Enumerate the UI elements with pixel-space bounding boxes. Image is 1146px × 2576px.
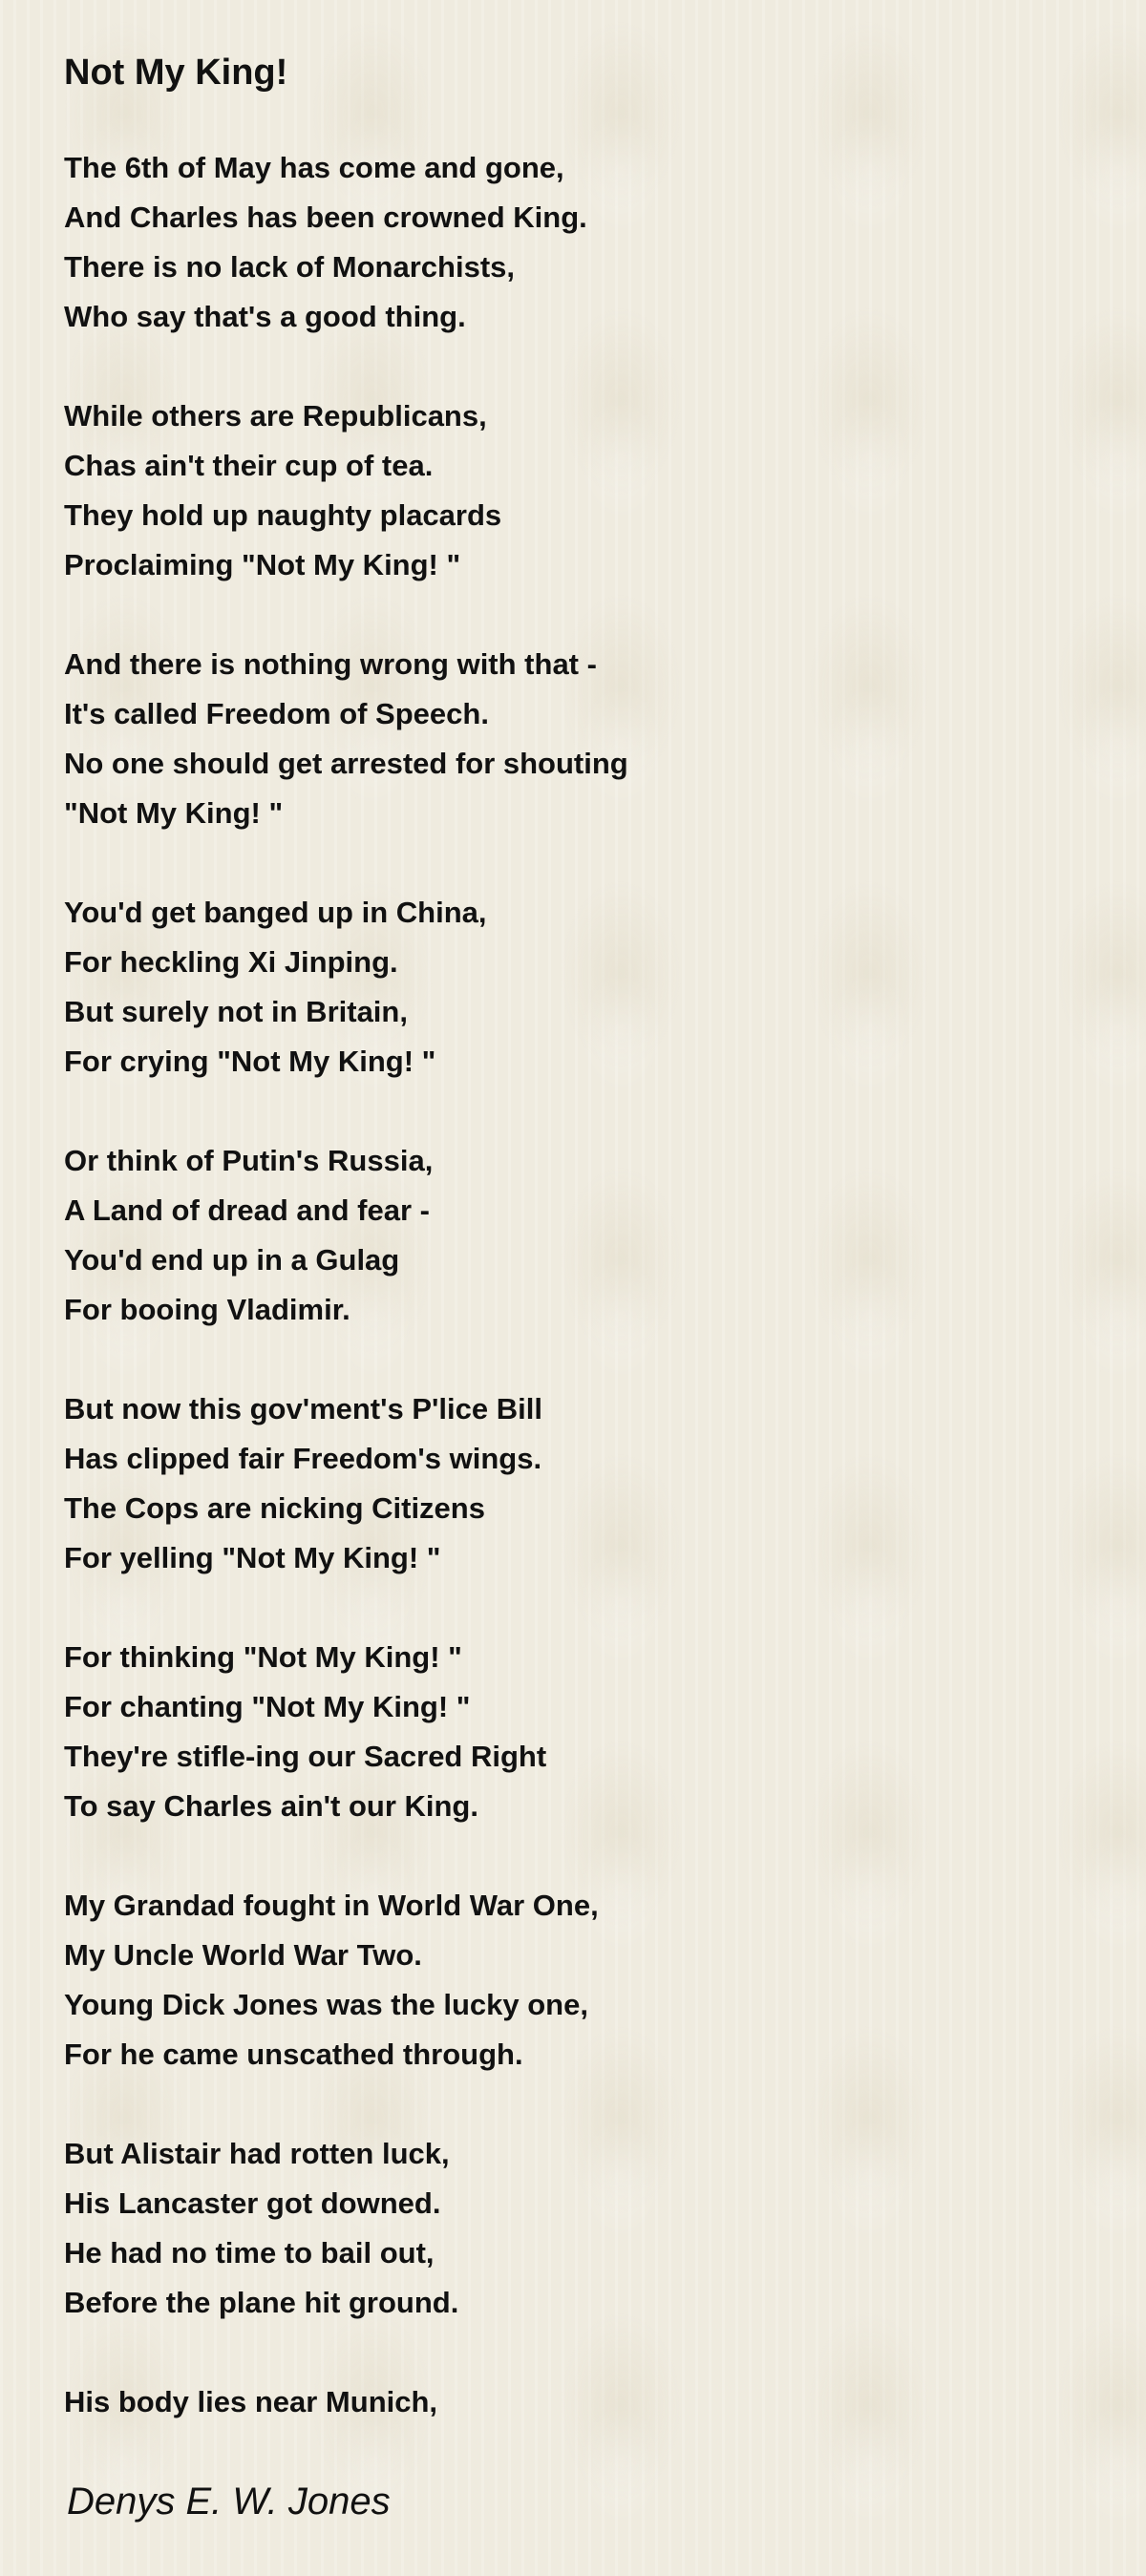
poem-line: For thinking "Not My King! " bbox=[64, 1640, 462, 1674]
poem-line: You'd get banged up in China, bbox=[64, 896, 487, 929]
poem-line: But surely not in Britain, bbox=[64, 995, 408, 1028]
poem-line: You'd end up in a Gulag bbox=[64, 1243, 400, 1277]
stanza-10 bbox=[64, 2377, 1146, 2427]
poem-line: For crying "Not My King! " bbox=[64, 1045, 436, 1078]
poem-line: Or think of Putin's Russia, bbox=[64, 1144, 434, 1177]
poem-line: A Land of dread and fear - bbox=[64, 1193, 430, 1227]
poem-line: My Grandad fought in World War One, bbox=[64, 1889, 599, 1922]
poem-line: My Uncle World War Two. bbox=[64, 1938, 422, 1972]
poem-line: His body lies near Munich, bbox=[64, 2385, 438, 2418]
stanza-9 bbox=[64, 2129, 1146, 2328]
poem-line: To say Charles ain't our King. bbox=[64, 1789, 478, 1823]
poem-title: Not My King! bbox=[64, 53, 288, 93]
poem-line: His Lancaster got downed. bbox=[64, 2186, 441, 2220]
poem-line: "Not My King! " bbox=[64, 796, 284, 830]
poem-line: Before the plane hit ground. bbox=[64, 2286, 459, 2319]
poem-line: For heckling Xi Jinping. bbox=[64, 945, 398, 979]
stanza-8 bbox=[64, 1881, 1146, 2080]
poem-line: And there is nothing wrong with that - bbox=[64, 647, 597, 681]
stanza-2 bbox=[64, 391, 1146, 590]
stanza-7 bbox=[64, 1633, 1146, 1831]
poem-line: The 6th of May has come and gone, bbox=[64, 151, 564, 184]
stanza-4 bbox=[64, 888, 1146, 1087]
poem-line: They're stifle-ing our Sacred Right bbox=[64, 1740, 547, 1773]
stanza-1 bbox=[64, 143, 1146, 342]
poem-line: For he came unscathed through. bbox=[64, 2038, 523, 2071]
poem-line: And Charles has been crowned King. bbox=[64, 201, 587, 234]
poem-line: He had no time to bail out, bbox=[64, 2236, 435, 2270]
poem-line: They hold up naughty placards bbox=[64, 498, 502, 532]
poem-line: Who say that's a good thing. bbox=[64, 300, 466, 333]
author-name: Denys E. W. Jones bbox=[67, 2481, 391, 2523]
poem-line: The Cops are nicking Citizens bbox=[64, 1491, 485, 1525]
poem-line: Chas ain't their cup of tea. bbox=[64, 449, 434, 482]
poem-line: No one should get arrested for shouting bbox=[64, 747, 628, 780]
poem-body bbox=[64, 143, 1146, 2427]
poem-line: Proclaiming "Not My King! " bbox=[64, 548, 461, 581]
poem-line: Has clipped fair Freedom's wings. bbox=[64, 1442, 542, 1475]
stanza-5 bbox=[64, 1136, 1146, 1335]
poem-line: Young Dick Jones was the lucky one, bbox=[64, 1988, 588, 2021]
stanza-3 bbox=[64, 640, 1146, 838]
stanza-6 bbox=[64, 1384, 1146, 1583]
poem-line: For booing Vladimir. bbox=[64, 1293, 350, 1326]
poem-line: While others are Republicans, bbox=[64, 399, 487, 433]
poem-line: But now this gov'ment's P'lice Bill bbox=[64, 1392, 542, 1425]
poem-line: But Alistair had rotten luck, bbox=[64, 2137, 450, 2170]
poem-line: For yelling "Not My King! " bbox=[64, 1541, 441, 1574]
poem-line: There is no lack of Monarchists, bbox=[64, 250, 516, 284]
poem-line: It's called Freedom of Speech. bbox=[64, 697, 489, 730]
poem-line: For chanting "Not My King! " bbox=[64, 1690, 471, 1723]
